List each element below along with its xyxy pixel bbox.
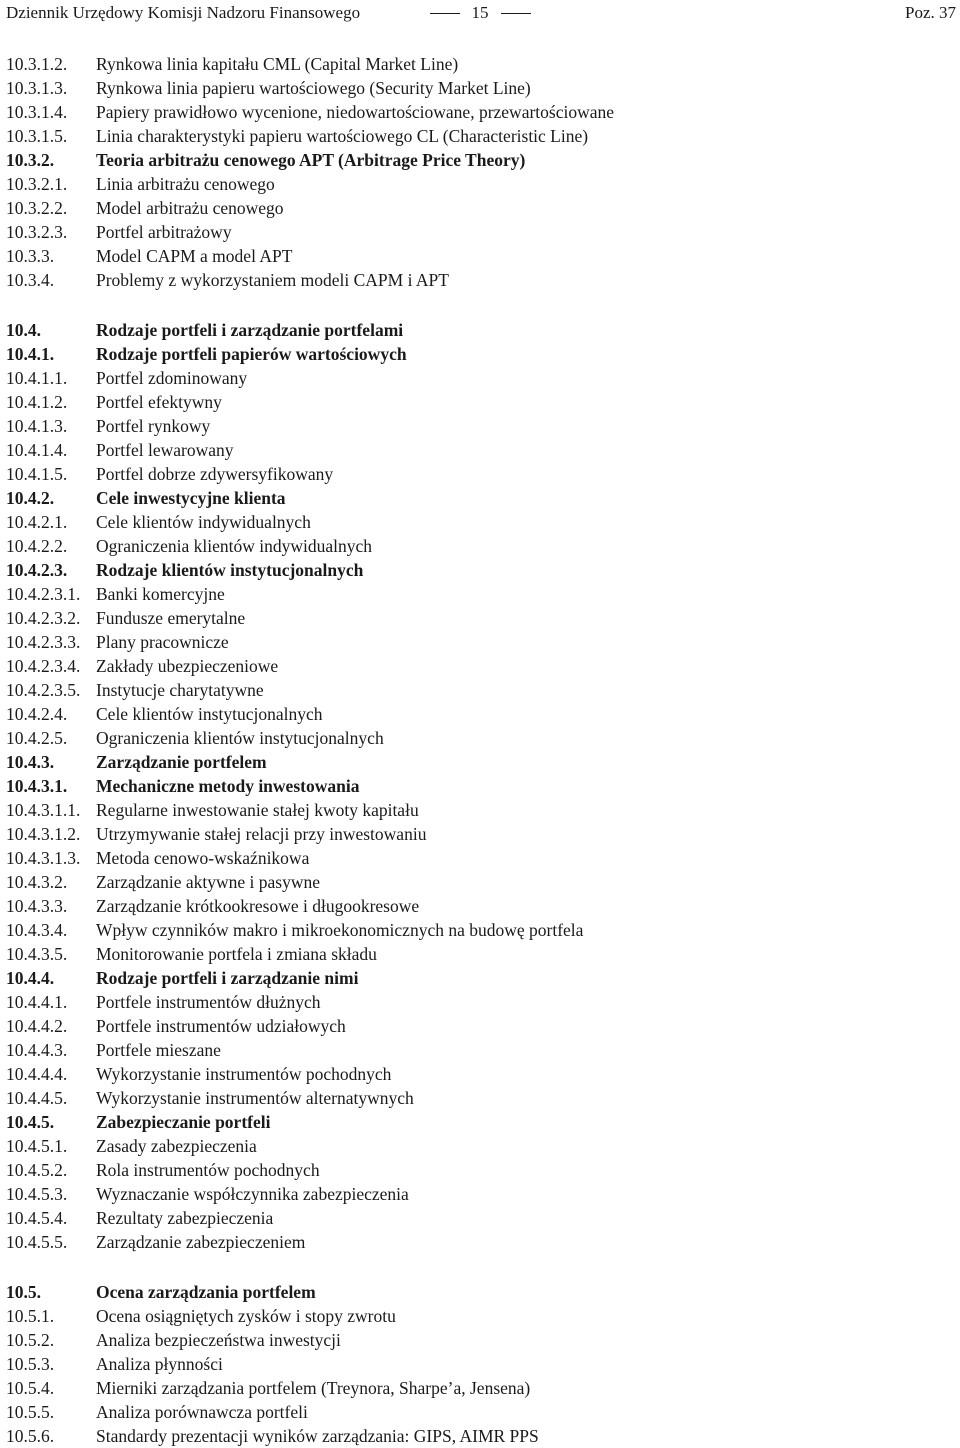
toc-entry [0, 726, 960, 750]
toc-entry-number: 10.4.3.1.1. [6, 800, 81, 820]
toc-entry-title: Wykorzystanie instrumentów alternatywnych [96, 1088, 414, 1108]
toc-entry [0, 510, 960, 534]
toc-entry-title: Portfel zdominowany [96, 368, 248, 388]
toc-entry [0, 942, 960, 966]
toc-entry-number: 10.4.4.5. [6, 1088, 68, 1108]
toc-entry-title: Portfele mieszane [96, 1040, 221, 1060]
toc-entry-title: Cele inwestycyjne klienta [96, 488, 286, 508]
toc-entry [0, 1304, 960, 1328]
toc-entry-title: Ograniczenia klientów indywidualnych [96, 536, 373, 556]
toc-entry-title: Portfel rynkowy [96, 416, 211, 436]
toc-entry [0, 750, 960, 774]
toc-entry-title: Standardy prezentacji wyników zarządzania: GIPS, AIMR PPS [96, 1426, 539, 1446]
toc-entry [0, 1230, 960, 1254]
toc-entry-number: 10.4.1. [6, 344, 55, 364]
toc-entry-title: Portfel efektywny [96, 392, 222, 412]
toc-entry-number: 10.3.2.2. [6, 198, 68, 218]
toc-entry-title: Ograniczenia klientów instytucjonalnych [96, 728, 384, 748]
toc-entry-title: Rodzaje portfeli i zarządzanie nimi [96, 968, 359, 988]
toc-entry-title: Portfele instrumentów udziałowych [96, 1016, 346, 1036]
toc-entry [0, 1182, 960, 1206]
toc-entry [0, 894, 960, 918]
toc-entry-number: 10.5. [6, 1282, 41, 1302]
dash-right [501, 13, 531, 14]
toc-entry [0, 220, 960, 244]
toc-entry [0, 1206, 960, 1230]
toc-entry [0, 606, 960, 630]
toc-entry-title: Linia charakterystyki papieru wartościowego CL (Characteristic Line) [96, 126, 589, 146]
toc-entry [0, 1086, 960, 1110]
toc-entry-title: Rodzaje klientów instytucjonalnych [96, 560, 364, 580]
toc-entry-number: 10.3.2.3. [6, 222, 68, 242]
toc-entry [0, 268, 960, 292]
toc-entry-number: 10.4.2. [6, 488, 55, 508]
toc-entry [0, 342, 960, 366]
toc-entry-title: Rynkowa linia kapitału CML (Capital Market Line) [96, 54, 459, 74]
toc-entry-title: Portfele instrumentów dłużnych [96, 992, 321, 1012]
toc-entry [0, 414, 960, 438]
toc-entry [0, 534, 960, 558]
toc-entry-number: 10.3.2.1. [6, 174, 68, 194]
toc-entry-title: Linia arbitrażu cenowego [96, 174, 275, 194]
toc-entry [0, 798, 960, 822]
toc-entry-number: 10.4.4.1. [6, 992, 68, 1012]
toc-entry-title: Portfel lewarowany [96, 440, 234, 460]
toc-entry [0, 52, 960, 76]
toc-entry-title: Plany pracownicze [96, 632, 229, 652]
toc-entry-number: 10.4.2.3.5. [6, 680, 81, 700]
dash-left [430, 13, 460, 14]
toc-entry [0, 1062, 960, 1086]
toc-entry [0, 244, 960, 268]
toc-entry-title: Zarządzanie krótkookresowe i długookresowe [96, 896, 420, 916]
toc-entry [0, 678, 960, 702]
toc-entry [0, 148, 960, 172]
toc-entry-number: 10.3.3. [6, 246, 55, 266]
toc-entry-number: 10.4.2.3.2. [6, 608, 81, 628]
toc-entry [0, 462, 960, 486]
toc-entry-number: 10.4.2.5. [6, 728, 68, 748]
toc-entry [0, 702, 960, 726]
toc-entry-title: Analiza płynności [96, 1354, 223, 1374]
toc-entry-number: 10.3.1.2. [6, 54, 68, 74]
toc-entry [0, 366, 960, 390]
toc-entry-number: 10.5.6. [6, 1426, 55, 1446]
page-number: 15 [471, 3, 489, 22]
toc-entry [0, 1328, 960, 1352]
toc-entry [0, 1424, 960, 1448]
toc-entry-number: 10.4.5. [6, 1112, 55, 1132]
toc-entry-number: 10.4.5.2. [6, 1160, 68, 1180]
toc-entry-title: Rynkowa linia papieru wartościowego (Security Market Line) [96, 78, 531, 98]
toc-entry-title: Zarządzanie portfelem [96, 752, 267, 772]
toc-entry [0, 1400, 960, 1424]
toc-entry [0, 846, 960, 870]
toc-entry [0, 1280, 960, 1304]
toc-entry-number: 10.4.2.3.4. [6, 656, 81, 676]
toc-entry [0, 318, 960, 342]
toc-entry [0, 774, 960, 798]
toc-entry-number: 10.4.5.5. [6, 1232, 68, 1252]
toc-entry-title: Rodzaje portfeli papierów wartościowych [96, 344, 407, 364]
toc-entry-number: 10.4.2.2. [6, 536, 68, 556]
toc-entry-number: 10.4.5.3. [6, 1184, 68, 1204]
toc-entry-number: 10.4.2.3.3. [6, 632, 81, 652]
page-number-wrap [0, 0, 960, 26]
toc-entry-title: Model CAPM a model APT [96, 246, 293, 266]
toc-entry [0, 582, 960, 606]
toc-entry [0, 1352, 960, 1376]
toc-entry-number: 10.4.2.4. [6, 704, 68, 724]
toc-entry [0, 654, 960, 678]
toc-entry-number: 10.4.3. [6, 752, 55, 772]
toc-entry [0, 100, 960, 124]
toc-entry [0, 918, 960, 942]
toc-entry-number: 10.4.4.3. [6, 1040, 68, 1060]
toc-entry [0, 438, 960, 462]
toc-entry-number: 10.4.3.4. [6, 920, 68, 940]
toc-entry-title: Wpływ czynników makro i mikroekonomicznych na budowę portfela [96, 920, 584, 940]
toc-entry-title: Instytucje charytatywne [96, 680, 264, 700]
toc-entry-title: Regularne inwestowanie stałej kwoty kapitału [96, 800, 419, 820]
toc-entry-title: Portfel arbitrażowy [96, 222, 232, 242]
toc-entry-number: 10.5.3. [6, 1354, 55, 1374]
toc-entry-number: 10.4.3.3. [6, 896, 68, 916]
journal-title: Dziennik Urzędowy Komisji Nadzoru Finansowego [6, 3, 361, 22]
toc-entry-title: Mechaniczne metody inwestowania [96, 776, 360, 796]
toc-entry-number: 10.4.3.2. [6, 872, 68, 892]
toc-entry-number: 10.4.3.1.3. [6, 848, 81, 868]
toc-entry [0, 558, 960, 582]
toc-entry-title: Ocena zarządzania portfelem [96, 1282, 316, 1302]
toc-entry-number: 10.4.2.3.1. [6, 584, 81, 604]
toc-entry [0, 630, 960, 654]
toc-entry-number: 10.4.2.1. [6, 512, 68, 532]
toc-entry-number: 10.4.5.4. [6, 1208, 68, 1228]
toc-entry [0, 390, 960, 414]
toc-entry-number: 10.4.1.2. [6, 392, 68, 412]
toc-entry-number: 10.4.2.3. [6, 560, 68, 580]
toc-entry [0, 990, 960, 1014]
table-of-contents [0, 52, 960, 1448]
toc-entry-title: Rola instrumentów pochodnych [96, 1160, 320, 1180]
toc-entry-number: 10.3.2. [6, 150, 55, 170]
toc-entry-number: 10.4.4.2. [6, 1016, 68, 1036]
toc-entry-title: Rodzaje portfeli i zarządzanie portfelami [96, 320, 404, 340]
toc-entry-title: Analiza bezpieczeństwa inwestycji [96, 1330, 341, 1350]
toc-entry-number: 10.3.1.4. [6, 102, 68, 122]
toc-entry-title: Zarządzanie aktywne i pasywne [96, 872, 320, 892]
toc-entry-number: 10.5.5. [6, 1402, 55, 1422]
toc-entry-number: 10.4.3.1.2. [6, 824, 81, 844]
toc-entry-title: Zasady zabezpieczenia [96, 1136, 257, 1156]
toc-entry-title: Teoria arbitrażu cenowego APT (Arbitrage Price Theory) [96, 150, 526, 170]
toc-entry-title: Mierniki zarządzania portfelem (Treynora, Sharpe’a, Jensena) [96, 1378, 531, 1398]
toc-entry [0, 822, 960, 846]
toc-entry-number: 10.4.5.1. [6, 1136, 68, 1156]
toc-entry [0, 1110, 960, 1134]
toc-entry-number: 10.4.1.1. [6, 368, 68, 388]
toc-entry-number: 10.4.4. [6, 968, 55, 988]
toc-entry-title: Monitorowanie portfela i zmiana składu [96, 944, 377, 964]
toc-entry [0, 1376, 960, 1400]
toc-entry-number: 10.3.4. [6, 270, 55, 290]
toc-entry-title: Banki komercyjne [96, 584, 225, 604]
toc-entry-title: Cele klientów instytucjonalnych [96, 704, 323, 724]
toc-entry-number: 10.3.1.3. [6, 78, 68, 98]
toc-entry-title: Zakłady ubezpieczeniowe [96, 656, 279, 676]
toc-entry-title: Rezultaty zabezpieczenia [96, 1208, 274, 1228]
toc-entry-title: Zabezpieczanie portfeli [96, 1112, 271, 1132]
toc-entry [0, 870, 960, 894]
toc-entry-number: 10.4.1.3. [6, 416, 68, 436]
toc-entry [0, 76, 960, 100]
toc-entry-title: Cele klientów indywidualnych [96, 512, 311, 532]
toc-entry-title: Wyznaczanie współczynnika zabezpieczenia [96, 1184, 409, 1204]
toc-entry-title: Ocena osiągniętych zysków i stopy zwrotu [96, 1306, 396, 1326]
toc-entry [0, 1014, 960, 1038]
toc-entry [0, 1158, 960, 1182]
toc-entry-title: Model arbitrażu cenowego [96, 198, 284, 218]
toc-entry-number: 10.4.3.5. [6, 944, 68, 964]
toc-entry-title: Zarządzanie zabezpieczeniem [96, 1232, 306, 1252]
toc-entry [0, 486, 960, 510]
toc-entry [0, 1038, 960, 1062]
toc-entry-title: Analiza porównawcza portfeli [96, 1402, 308, 1422]
page-header [0, 0, 960, 26]
position-label: Poz. 37 [905, 3, 956, 22]
toc-entry-number: 10.4.4.4. [6, 1064, 68, 1084]
toc-entry-title: Metoda cenowo-wskaźnikowa [96, 848, 310, 868]
toc-entry-number: 10.5.1. [6, 1306, 55, 1326]
toc-entry-title: Papiery prawidłowo wycenione, niedowartościowane, przewartościowane [96, 102, 615, 122]
toc-entry-title: Wykorzystanie instrumentów pochodnych [96, 1064, 392, 1084]
toc-entry [0, 1134, 960, 1158]
toc-entry [0, 966, 960, 990]
toc-entry-title: Utrzymywanie stałej relacji przy inwestowaniu [96, 824, 427, 844]
toc-entry-title: Problemy z wykorzystaniem modeli CAPM i APT [96, 270, 449, 290]
toc-entry-number: 10.4. [6, 320, 41, 340]
toc-entry [0, 196, 960, 220]
toc-entry [0, 124, 960, 148]
toc-entry-number: 10.4.1.4. [6, 440, 68, 460]
toc-entry-number: 10.4.1.5. [6, 464, 68, 484]
toc-entry-number: 10.4.3.1. [6, 776, 68, 796]
toc-entry-number: 10.3.1.5. [6, 126, 68, 146]
toc-entry-number: 10.5.2. [6, 1330, 55, 1350]
toc-entry [0, 172, 960, 196]
toc-entry-number: 10.5.4. [6, 1378, 55, 1398]
toc-entry-title: Fundusze emerytalne [96, 608, 246, 628]
toc-entry-title: Portfel dobrze zdywersyfikowany [96, 464, 334, 484]
